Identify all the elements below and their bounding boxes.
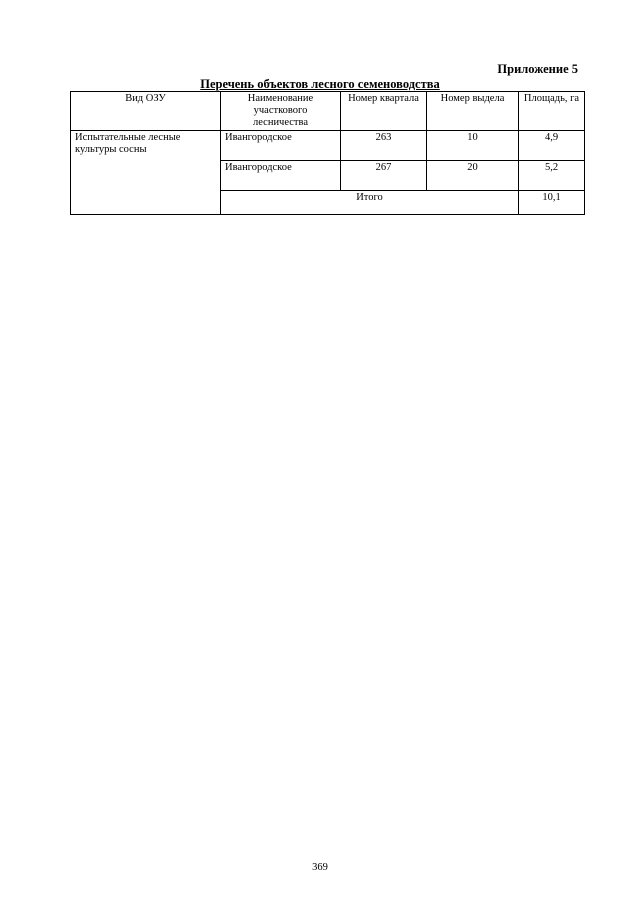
area-cell: 4,9	[519, 131, 585, 161]
document-title: Перечень объектов лесного семеноводства	[200, 77, 440, 91]
column-header-ozu-type: Вид ОЗУ	[71, 92, 221, 131]
page-number: 369	[312, 862, 328, 873]
quarter-cell: 267	[341, 161, 427, 191]
column-header-section: Номер выдела	[427, 92, 519, 131]
column-header-quarter: Номер квартала	[341, 92, 427, 131]
ozu-type-cell: Испытательные лесные культуры сосны	[71, 131, 221, 215]
table-row	[71, 131, 585, 161]
total-label: Итого	[221, 191, 519, 215]
forestry-cell: Ивангородское	[221, 131, 341, 161]
appendix-label: Приложение 5	[497, 62, 578, 76]
table-header-row	[71, 92, 585, 131]
seed-objects-table	[70, 91, 585, 215]
column-header-area: Площадь, га	[519, 92, 585, 131]
section-cell: 20	[427, 161, 519, 191]
total-value: 10,1	[519, 191, 585, 215]
quarter-cell: 263	[341, 131, 427, 161]
section-cell: 10	[427, 131, 519, 161]
column-header-forestry: Наименование участкового лесничества	[221, 92, 341, 131]
area-cell: 5,2	[519, 161, 585, 191]
forestry-cell: Ивангородское	[221, 161, 341, 191]
